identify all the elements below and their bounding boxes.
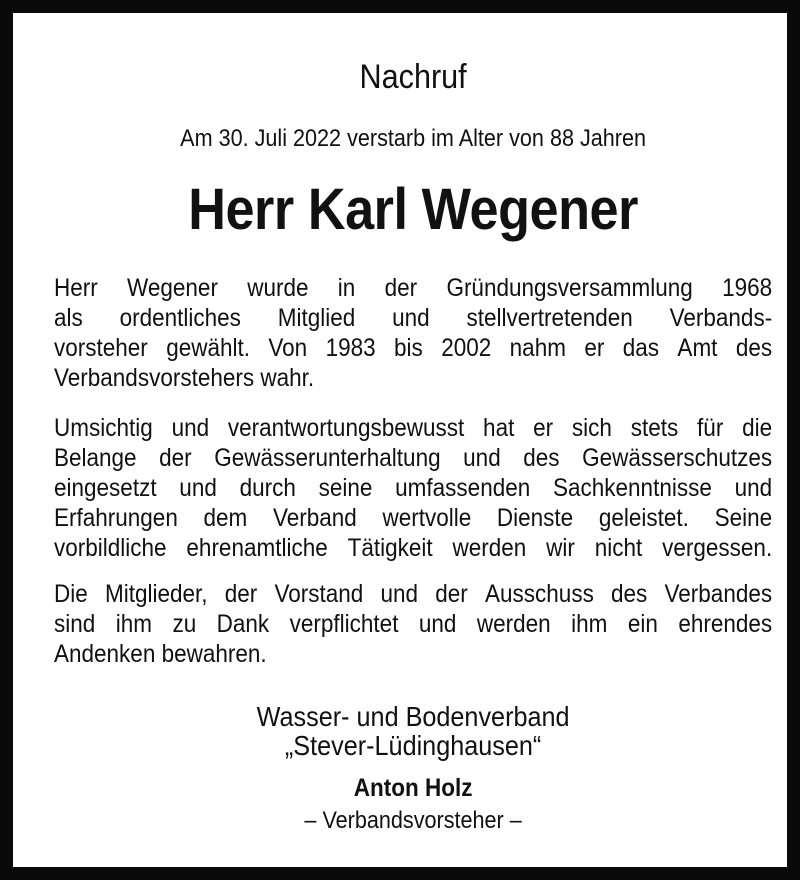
signer-role: – Verbandsvorsteher – (304, 807, 522, 834)
paragraph-1 (54, 273, 772, 393)
death-date-line: Am 30. Juli 2022 verstarb im Alter von 88 Jahren (180, 125, 647, 152)
paragraph-line: Umsichtig und verantwortungsbewusst hat er sich stets für die (54, 414, 773, 442)
paragraph-line: Andenken bewahren. (54, 640, 267, 668)
paragraph-line: vorbildliche ehrenamtliche Tätigkeit werden wir nicht vergessen. (54, 534, 773, 562)
paragraph-line: Verbandsvorstehers wahr. (54, 364, 315, 392)
paragraph-2 (54, 413, 772, 563)
deceased-name: Herr Karl Wegener (188, 177, 638, 242)
paragraph-line: eingesetzt und durch seine umfassenden Sachkenntnisse und (54, 474, 773, 502)
signer-name: Anton Holz (353, 774, 473, 802)
paragraph-line: Herr Wegener wurde in der Gründungsversammlung 1968 (54, 274, 773, 302)
organization-name: Wasser- und Bodenverband (256, 701, 570, 732)
paragraph-line: Belange der Gewässerunterhaltung und des Gewässerschutzes (54, 444, 773, 472)
paragraph-line: Die Mitglieder, der Vorstand und der Ausschuss des Verbandes (54, 580, 773, 608)
paragraph-line: sind ihm zu Dank verpflichtet und werden ihm ein ehrendes (54, 610, 773, 638)
paragraph-line: als ordentliches Mitglied und stellvertretenden Verbands- (54, 304, 773, 332)
organization-subname: „Stever-Lüdinghausen“ (284, 730, 542, 761)
notice-heading: Nachruf (359, 58, 467, 96)
paragraph-line: vorsteher gewählt. Von 1983 bis 2002 nahm er das Amt des (54, 334, 773, 362)
paragraph-line: Erfahrungen dem Verband wertvolle Dienste geleistet. Seine (54, 504, 773, 532)
paragraph-3 (54, 579, 772, 669)
